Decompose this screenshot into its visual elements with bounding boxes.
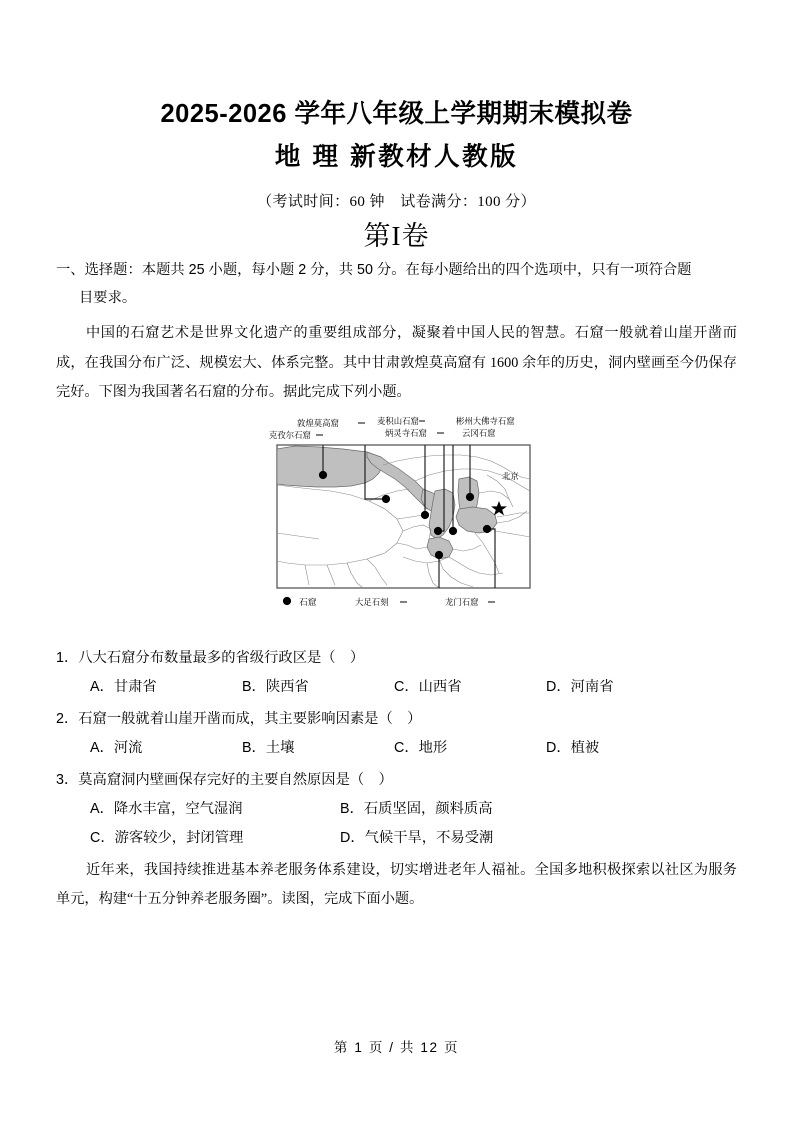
question-3-option-c[interactable]: C．游客较少，封闭管理 (90, 830, 244, 847)
section-heading-line2: 目要求。 (79, 289, 137, 306)
figure-container (56, 407, 737, 638)
question-1-option-b[interactable]: B．陕西省 (242, 679, 309, 696)
question-3-option-b[interactable]: B．石质坚固，颜料质高 (340, 801, 493, 818)
dot-yungang (465, 493, 473, 501)
label-maijishan: 麦积山石窟 (376, 417, 419, 427)
legend-dot-icon (282, 597, 290, 605)
page-footer (0, 1036, 793, 1056)
page-number: 第 1 页 / 共 12 页 (333, 1040, 460, 1055)
section-heading-line1: 一、选择题：本题共 25 小题，每小题 2 分，共 50 分。在每小题给出的四个选项中，只有一项符合题 (56, 261, 692, 278)
question-3-options-row2 (56, 821, 737, 850)
question-2-option-d[interactable]: D．植被 (546, 740, 600, 757)
question-2-options (56, 731, 737, 760)
question-2 (56, 699, 737, 731)
dot-kizil (318, 471, 326, 479)
dot-dazu (434, 551, 442, 559)
dot-longmen (482, 525, 490, 533)
dot-binzhou (448, 527, 456, 535)
legend-label: 石窟 (298, 597, 317, 608)
page-subtitle: 地 理 新教材人教版 (274, 142, 519, 171)
question-2-option-c[interactable]: C．地形 (394, 740, 448, 757)
question-1-options (56, 670, 737, 699)
dot-binglingsi (433, 527, 441, 535)
label-longmen: 龙门石窟 (444, 598, 478, 608)
question-3-option-d[interactable]: D．气候干旱，不易受潮 (340, 830, 494, 847)
passage-stone-caves: 中国的石窟艺术是世界文化遗产的重要组成部分，凝聚着中国人民的智慧。石窟一般就着山崖开凿而成，在我国分布广泛、规模宏大、体系完整。其中甘肃敦煌莫高窟有 1600 余年的历史，洞内壁画至今仍保存完好。下图为我国著名石窟的分布。据此完成下列小题。 (56, 325, 737, 400)
label-kizil: 克孜尔石窟 (268, 431, 311, 441)
part-title: 第I卷 (363, 221, 430, 252)
question-3 (56, 760, 737, 792)
label-binglingsi: 炳灵寺石窟 (384, 429, 427, 439)
exam-info: （考试时间：60 钟 试卷满分：100 分） (257, 194, 536, 211)
question-3-option-a[interactable]: A．降水丰富，空气湿润 (90, 801, 243, 818)
section-heading (56, 253, 737, 313)
dot-maijishan (420, 511, 428, 519)
label-mogao: 敦煌莫高窟 (296, 419, 339, 429)
label-beijing: 北京 (501, 472, 519, 482)
map-legend (282, 596, 316, 607)
question-1-option-c[interactable]: C．山西省 (394, 679, 462, 696)
label-binzhou: 彬州大佛寺石窟 (455, 417, 515, 427)
question-2-option-b[interactable]: B．土壤 (242, 740, 295, 757)
question-1-option-d[interactable]: D．河南省 (546, 679, 614, 696)
question-1 (56, 638, 737, 670)
page-title: 2025-2026 学年八年级上学期期末模拟卷 (160, 100, 633, 128)
label-yungang: 云冈石窟 (461, 429, 495, 439)
label-dazu: 大足石刻 (354, 598, 388, 608)
question-2-option-a[interactable]: A．河流 (90, 740, 143, 757)
dot-mogao (381, 495, 389, 503)
china-stone-cave-map (247, 413, 547, 633)
passage-elderly-care: 近年来，我国持续推进基本养老服务体系建设，切实增进老年人福祉。全国多地积极探索以社区为服务单元，构建“十五分钟养老服务圈”。读图，完成下面小题。 (56, 862, 737, 908)
question-3-options-row1 (56, 792, 737, 821)
question-1-option-a[interactable]: A．甘肃省 (90, 679, 157, 696)
question-2-stem: 2．石窟一般就着山崖开凿而成，其主要影响因素是（ ） (56, 711, 422, 728)
question-1-stem: 1．八大石窟分布数量最多的省级行政区是（ ） (56, 650, 365, 667)
question-3-stem: 3．莫高窟洞内壁画保存完好的主要自然原因是（ ） (56, 772, 393, 789)
